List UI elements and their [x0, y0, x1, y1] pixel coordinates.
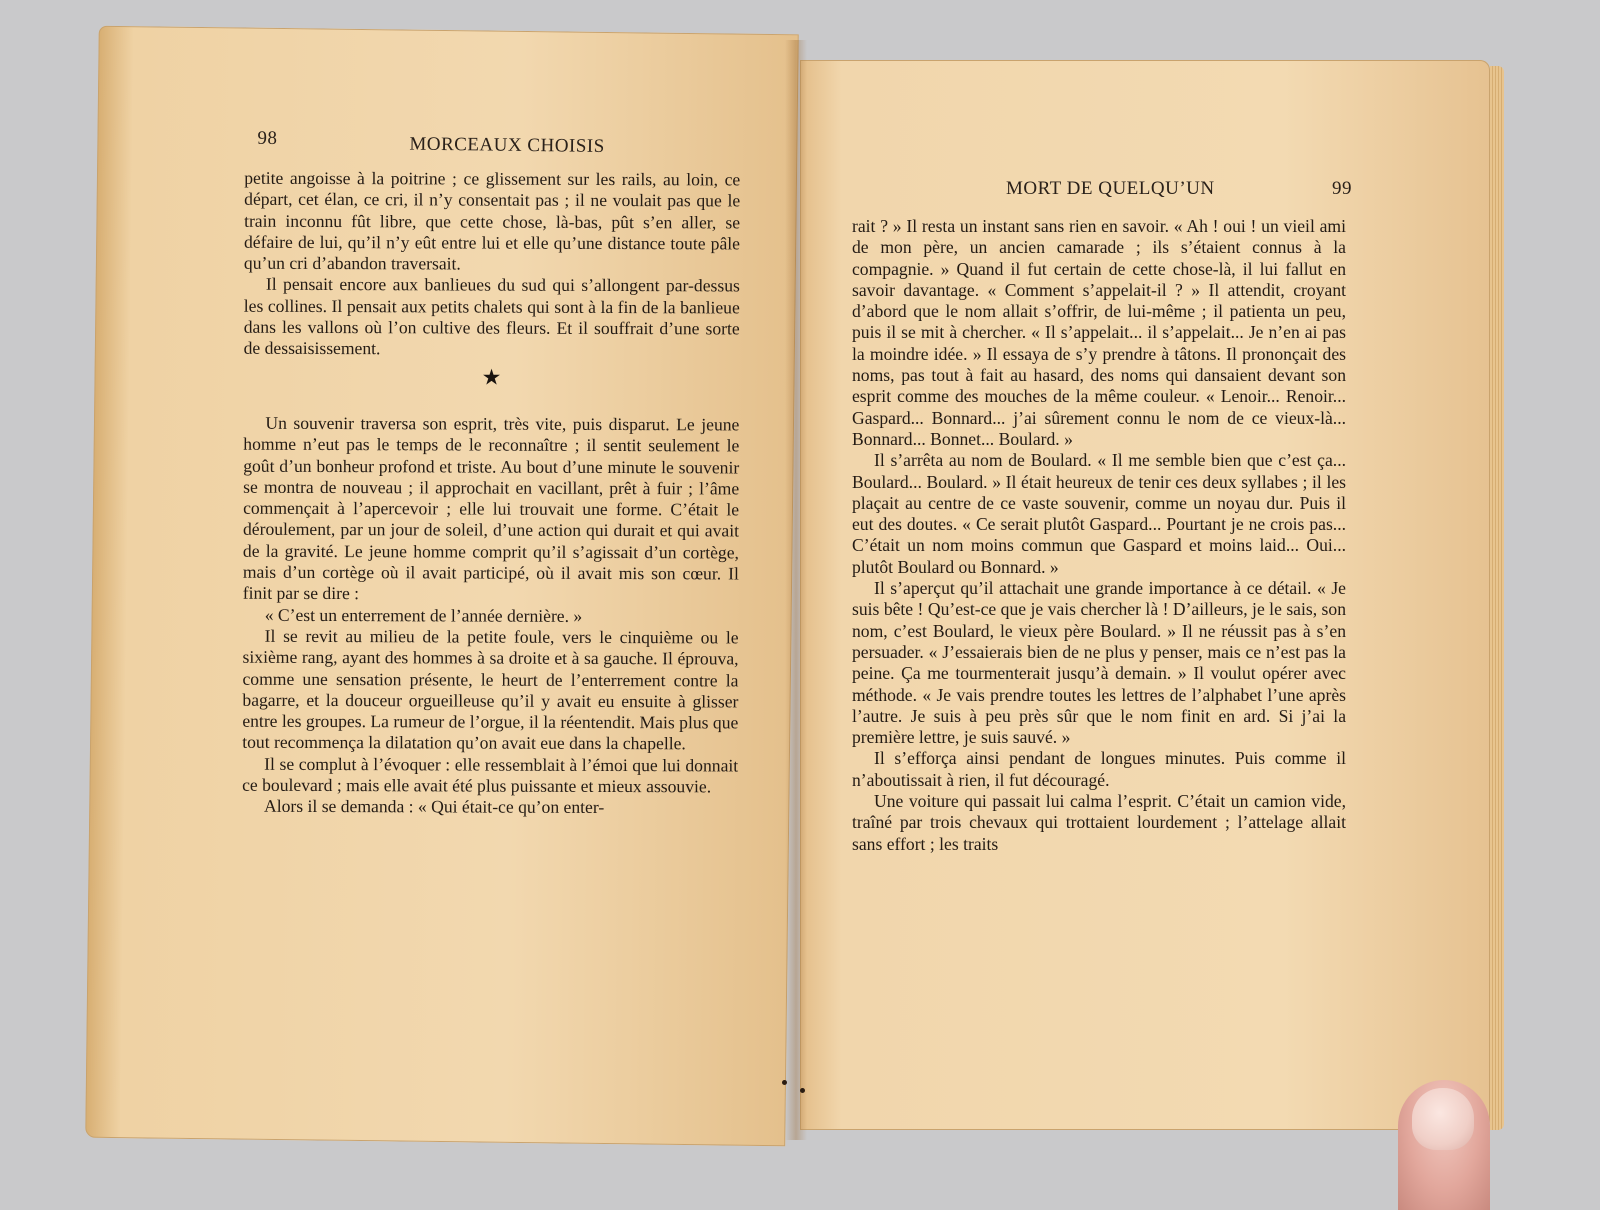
left-page-number: 98 [257, 127, 278, 149]
left-paragraph-5: Il se revit au milieu de la petite foule, vers le cinquième ou le sixième rang, ayant des hommes à sa droite et à sa gauche. Il éprouva, comme une sensation présente, le heurt de l’enterrement contre la bagarre, et la douceur orgueilleuse qu’il y avait eu ensuite à glisser entre les groupes. La rumeur de l’orgue, il la réentendit. Mais plus que tout recommença la dilatation qu’on avait eue dans la chapelle. [242, 625, 739, 754]
left-page [85, 26, 799, 1146]
right-page-number: 99 [1332, 178, 1352, 199]
open-book [92, 30, 1504, 1142]
right-running-head: MORT DE QUELQU’UN [1006, 178, 1215, 199]
left-paragraph-7: Alors il se demanda : « Qui était-ce qu’on enter- [264, 796, 605, 818]
right-page [800, 60, 1490, 1130]
left-paragraph-2: Il pensait encore aux banlieues du sud qui s’allongent par-dessus les collines. Il pensait aux petits chalets qui sont à la fin de la banlieue dans les vallons où l’on cultive des fleurs. Et il souffrait d’une sorte de dessaisissement. [243, 274, 740, 359]
left-paragraph-6: Il se complut à l’évoquer : elle ressemblait à l’émoi que lui donnait ce boulevard ; mais elle avait été plus puissante et mieux assouvie. [242, 753, 739, 797]
star-separator: ★ [481, 364, 502, 390]
thumb-holding-page [1398, 1080, 1490, 1210]
left-text-block [242, 168, 740, 819]
right-paragraph-5: Une voiture qui passait lui calma l’esprit. C’était un camion vide, traîné par trois chevaux qui trottaient lourdement ; l’attelage allait sans effort ; les traits [852, 791, 1346, 854]
book-gutter [785, 40, 807, 1140]
page-block-edge [1490, 66, 1504, 1130]
right-text-block [852, 216, 1346, 855]
binding-dot [800, 1088, 805, 1093]
right-paragraph-1: rait ? » Il resta un instant sans rien en savoir. « Ah ! oui ! un vieil ami de mon père, un ancien camarade ; ils s’étaient connus à la compagnie. » Quand il fut certain de cette chose-là, il lui fallut en savoir davantage. « Comment s’appelait-il ? » Il attendit, croyant d’abord que le nom allait s’offrir, de lui-même ; il patienta un peu, puis il se mit à chercher. « Il s’appelait... il s’appelait... Je n’en ai pas la moindre idée. » Il essaya de s’y prendre à tâtons. Il prononçait des noms, pas tout à fait au hasard, des noms qui dansaient devant son esprit comme des mouches de la même couleur. « Lenoir... Renoir... Gaspard... Bonnard... j’ai sûrement connu le nom de ce vieux-là... Bonnard... Bonnet... Boulard. » [852, 216, 1346, 449]
right-paragraph-2: Il s’arrêta au nom de Boulard. « Il me semble bien que c’est ça... Boulard... Boulard. » Il était heureux de tenir ces deux syllabes ; il les plaçait au centre de ce vaste souvenir, comme un noyau dur. Puis il eut des doutes. « Ce serait plutôt Gaspard... Pourtant je ne crois pas... C’était un nom moins commun que Gaspard et moins laid... Oui... plutôt Boulard ou Bonnard. » [852, 450, 1346, 577]
left-paragraph-1: petite angoisse à la poitrine ; ce glissement sur les rails, au loin, ce départ, cet élan, ce cri, il n’y consentait pas ; il ne voulait pas que le train inconnu fût libre, que cette chose, là-bas, pût s’en aller, se défaire de lui, qu’il n’y eût entre lui et elle qu’une distance toute pâle qu’un cri d’abandon traversait. [243, 167, 741, 274]
left-paragraph-4: « C’est un enterrement de l’année dernière. » [264, 604, 583, 626]
right-paragraph-3: Il s’aperçut qu’il attachait une grande importance à ce détail. « Je suis bête ! Qu’est-ce que je vais chercher là ! D’ailleurs, je le sais, son nom, c’est Boulard, le vieux père Boulard. » Il ne réussit pas à s’en persuader. « J’essaierais bien de ne plus y penser, mais ce n’est pas la peine. Ça me tourmenterait jusqu’à demain. » Il voulut opérer avec méthode. « Je vais prendre toutes les lettres de l’alphabet l’une après l’autre. Je suis à peu près sûr que le nom finit en ard. Si j’ai la première lettre, je suis sauvé. » [852, 578, 1346, 748]
right-paragraph-4: Il s’efforça ainsi pendant de longues minutes. Puis comme il n’aboutissait à rien, il fut découragé. [852, 748, 1346, 790]
binding-dot [782, 1080, 787, 1085]
thumbnail-nail [1412, 1088, 1474, 1150]
left-running-head: MORCEAUX CHOISIS [409, 133, 605, 157]
left-paragraph-3: Un souvenir traversa son esprit, très vite, puis disparut. Le jeune homme n’eut pas le temps de le reconnaître ; il sentit seulement le goût d’un bonheur profond et triste. Au bout d’une minute le souvenir se montra de nouveau ; il approchait en vacillant, prêt à fuir ; l’âme commençait à l’apercevoir ; elle lui trouvait une forme. C’était le déroulement, par un jour de soleil, d’une action qui durait et qui avait de la gravité. Le jeune homme comprit qu’il s’agissait d’un cortège, mais d’un cortège où il avait participé, où il avait mis son cœur. Il finit par se dire : [242, 412, 740, 604]
